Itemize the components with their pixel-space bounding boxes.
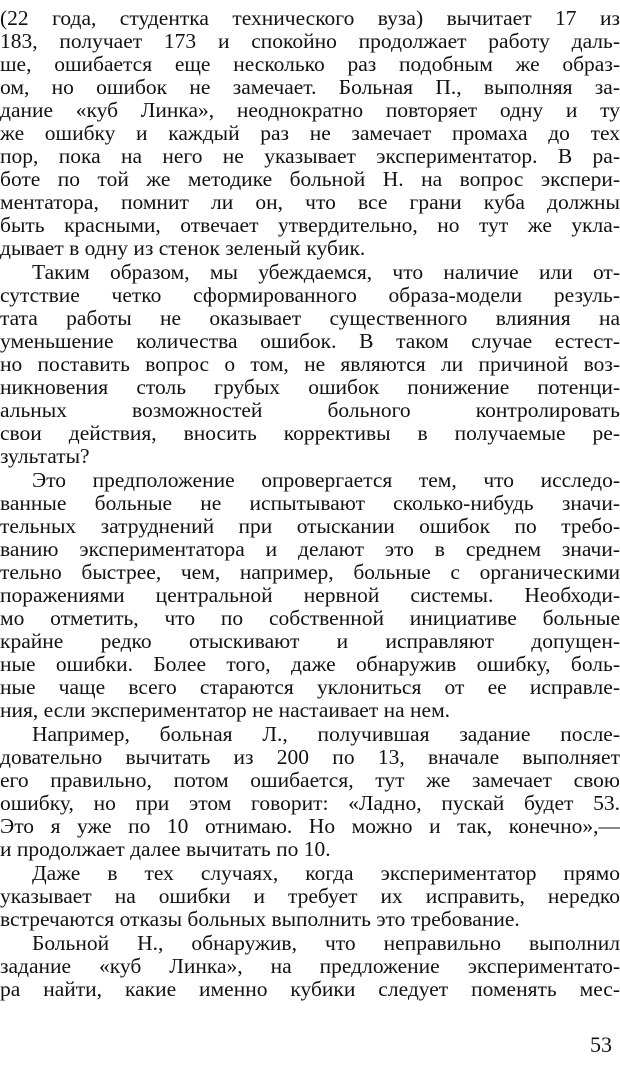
- text-line: задание «куб Линка», на предложение экспериментато-: [0, 954, 620, 978]
- text-line: его правильно, потом ошибается, тут же замечает свою: [0, 768, 620, 792]
- page-number: 53: [590, 1032, 612, 1057]
- text-line: и продолжает далее вычитать по 10.: [0, 837, 331, 861]
- text-line: ше, ошибается еще несколько раз подобным же образ-: [0, 52, 620, 76]
- text-line: уменьшение количества ошибок. В таком случае естест-: [0, 329, 620, 353]
- text-line: поражениями центральной нервной системы. Необходи-: [0, 583, 620, 607]
- text-line: тельных затруднений при отыскании ошибок по требо-: [0, 514, 620, 538]
- paragraph-start-line: Таким образом, мы убеждаемся, что наличие или от-: [32, 260, 620, 284]
- paragraph-start-line: Больной Н., обнаружив, что неправильно выполнил: [32, 931, 620, 955]
- text-line: ошибку, но при этом говорит: «Ладно, пускай будет 53.: [0, 791, 620, 815]
- text-line: никновения столь грубых ошибок понижение потенци-: [0, 375, 620, 399]
- text-line: указывает на ошибки и требует их исправить, нередко: [0, 884, 620, 908]
- text-line: дывает в одну из стенок зеленый кубик.: [0, 236, 366, 260]
- text-line: ом, но ошибок не замечает. Больная П., выполняя за-: [0, 75, 620, 99]
- text-line: 183, получает 173 и спокойно продолжает работу даль-: [0, 29, 620, 53]
- paragraph-start-line: Даже в тех случаях, когда экспериментатор прямо: [32, 861, 620, 885]
- text-line: ра найти, какие именно кубики следует поменять мес-: [0, 977, 620, 1001]
- text-line: ванию экспериментатора и делают это в среднем значи-: [0, 537, 620, 561]
- text-line: но поставить вопрос о том, не являются ли причиной воз-: [0, 352, 620, 376]
- text-line: ные ошибки. Более того, даже обнаружив ошибку, боль-: [0, 652, 620, 676]
- text-line: ванные больные не испытывают сколько-нибудь значи-: [0, 491, 620, 515]
- text-line: крайне редко отыскивают и исправляют допущен-: [0, 629, 620, 653]
- text-line: ные чаще всего стараются уклониться от ее исправле-: [0, 675, 620, 699]
- text-line: тата работы не оказывает существенного влияния на: [0, 306, 620, 330]
- text-line: (22 года, студентка технического вуза) вычитает 17 из: [0, 6, 620, 30]
- text-line: встречаются отказы больных выполнить это требование.: [0, 907, 520, 931]
- text-line: довательно вычитать из 200 по 13, вначале выполняет: [0, 745, 620, 769]
- text-line: Это я уже по 10 отнимаю. Но можно и так, конечно»,—: [0, 814, 620, 838]
- paragraph-start-line: Это предположение опровергается тем, что исследо-: [32, 468, 620, 492]
- text-line: дание «куб Линка», неоднократно повторяет одну и ту: [0, 98, 620, 122]
- text-line: же ошибку и каждый раз не замечает промаха до тех: [0, 121, 620, 145]
- text-line: зультаты?: [0, 444, 90, 468]
- paragraph-start-line: Например, больная Л., получившая задание после-: [32, 722, 620, 746]
- text-line: пор, пока на него не указывает экспериментатор. В ра-: [0, 144, 620, 168]
- text-line: мо отметить, что по собственной инициативе больные: [0, 606, 620, 630]
- text-line: быть красными, отвечает утвердительно, но тут же укла-: [0, 213, 620, 237]
- text-line: боте по той же методике больной Н. на вопрос экспери-: [0, 167, 620, 191]
- text-line: ментатора, помнит ли он, что все грани куба должны: [0, 190, 620, 214]
- text-line: альных возможностей больного контролировать: [0, 398, 620, 422]
- text-line: тельно быстрее, чем, например, больные с органическими: [0, 560, 620, 584]
- text-line: сутствие четко сформированного образа-модели резуль-: [0, 283, 620, 307]
- text-line: свои действия, вносить коррективы в получаемые ре-: [0, 421, 620, 445]
- text-line: ния, если экспериментатор не настаивает на нем.: [0, 698, 451, 722]
